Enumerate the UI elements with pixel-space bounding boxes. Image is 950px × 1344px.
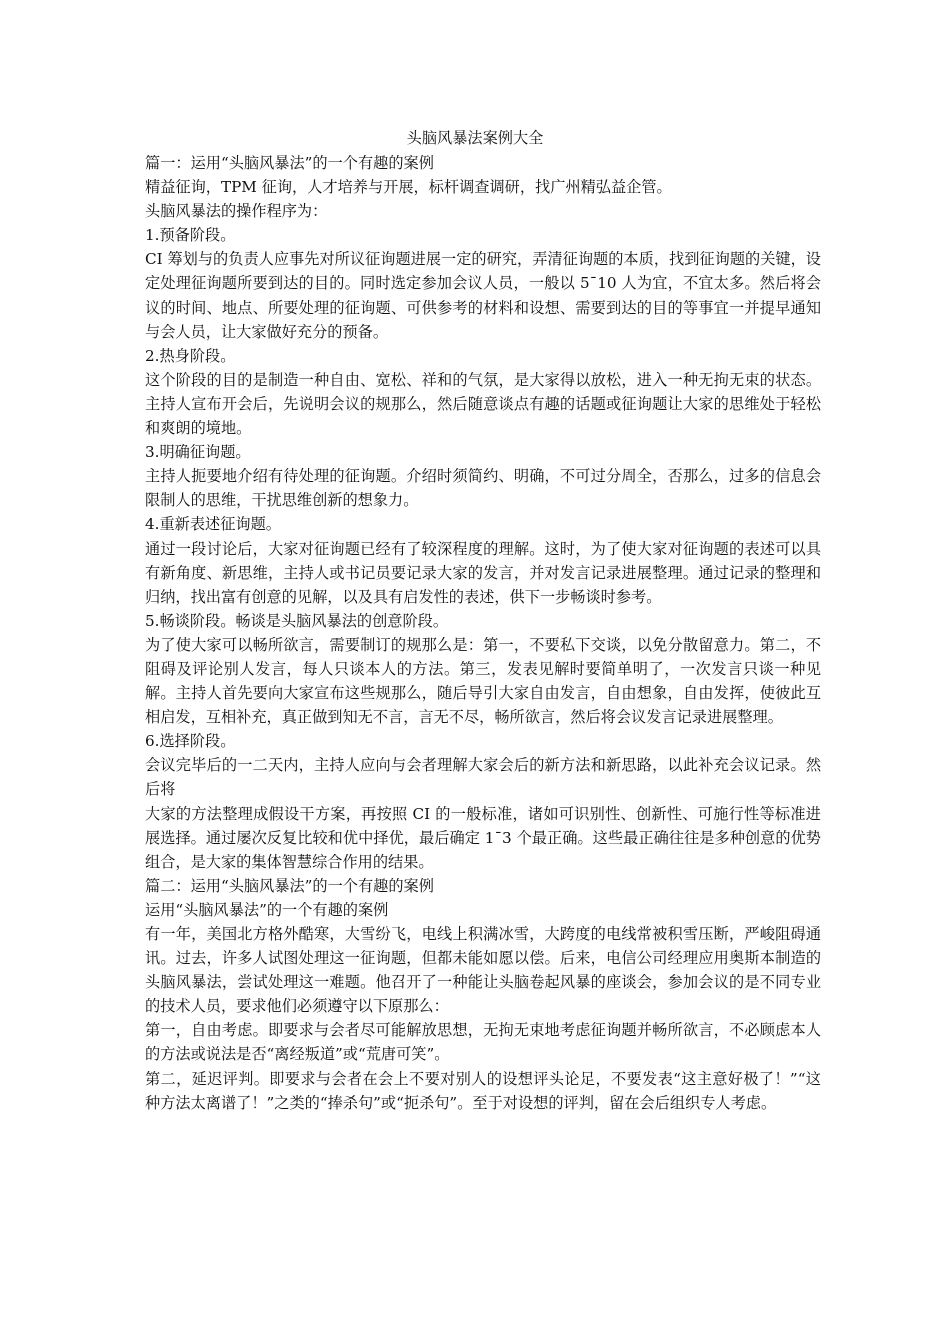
document-title: 头脑风暴法案例大全 — [406, 129, 544, 147]
paragraph: 运用“头脑风暴法”的一个有趣的案例 — [145, 900, 389, 919]
paragraph: 2.热身阶段。 — [145, 346, 236, 365]
paragraph: 第二，延迟评判。即要求与会者在会上不要对别人的设想评头论足，不要发表“这主意好极了！”“这种方法太离谱了！”之类的“捧杀句”或“扼杀句”。至于对设想的评判，留在会后组织专人考虑。 — [145, 1069, 821, 1112]
document-body — [145, 151, 821, 1115]
paragraph: 篇一：运用“头脑风暴法”的一个有趣的案例 — [145, 154, 434, 172]
paragraph: 有一年，美国北方格外酷寒，大雪纷飞，电线上积满冰雪，大跨度的电线常被积雪压断，严峻阻碍通讯。过去，许多人试图处理这一征询题，但都未能如愿以偿。后来，电信公司经理应用奥斯本制造的头脑风暴法，尝试处理这一难题。他召开了一种能让头脑卷起风暴的座谈会，参加会议的是不同专业的技术人员，要求他们必须遵守以下原那么： — [145, 925, 821, 1016]
paragraph: 4.重新表述征询题。 — [145, 515, 281, 534]
paragraph: 1.预备阶段。 — [145, 226, 236, 245]
paragraph: 会议完毕后的一二天内，主持人应向与会者理解大家会后的新方法和新思路，以此补充会议记录。然后将 — [145, 756, 821, 799]
paragraph: 头脑风暴法的操作程序为： — [145, 202, 328, 221]
paragraph: 精益征询，TPM 征询，人才培养与开展，标杆调查调研，找广州精弘益企管。 — [145, 178, 672, 197]
paragraph: 为了使大家可以畅所欲言，需要制订的规那么是：第一，不要私下交谈，以免分散留意力。第二，不阻碍及评论别人发言，每人只谈本人的方法。第三，发表见解时要简单明了，一次发言只谈一种见解。主持人首先要向大家宣布这些规那么，随后导引大家自由发言，自由想象，自由发挥，使彼此互相启发，互相补充，真正做到知无不言，言无不尽，畅所欲言，然后将会议发言记录进展整理。 — [145, 635, 821, 727]
paragraph: CI 筹划与的负责人应事先对所议征询题进展一定的研究，弄清征询题的本质，找到征询题的关键，设定处理征询题所要到达的目的。同时选定参加会议人员，一般以 5¯10 人为宜，不宜太多。然后将会议的时间、地点、所要处理的征询题、可供参考的材料和设想、需要到达的目的等事宜一并提早通知与会人员，让大家做好充分的预备。 — [145, 250, 821, 341]
paragraph: 大家的方法整理成假设干方案，再按照 CI 的一般标准，诸如可识别性、创新性、可施行性等标准进展选择。通过屡次反复比较和优中择优，最后确定 1¯3 个最正确。这些最正确往往是多种创意的优势组合，是大家的集体智慧综合作用的结果。 — [145, 804, 821, 871]
paragraph: 3.明确征询题。 — [145, 443, 251, 462]
paragraph: 通过一段讨论后，大家对征询题已经有了较深程度的理解。这时，为了使大家对征询题的表述可以具有新角度、新思维，主持人或书记员要记录大家的发言，并对发言记录进展整理。通过记录的整理和归纳，找出富有创意的见解，以及具有启发性的表述，供下一步畅谈时参考。 — [145, 539, 821, 606]
paragraph: 篇二：运用“头脑风暴法”的一个有趣的案例 — [145, 876, 434, 895]
paragraph: 第一，自由考虑。即要求与会者尽可能解放思想，无拘无束地考虑征询题并畅所欲言，不必顾虑本人的方法或说法是否“离经叛道”或“荒唐可笑”。 — [145, 1021, 821, 1064]
paragraph: 5.畅谈阶段。畅谈是头脑风暴法的创意阶段。 — [145, 611, 449, 630]
paragraph: 主持人扼要地介绍有待处理的征询题。介绍时须简约、明确，不可过分周全，否那么，过多的信息会限制人的思维，干扰思维创新的想象力。 — [145, 467, 821, 510]
paragraph: 这个阶段的目的是制造一种自由、宽松、祥和的气氛，是大家得以放松，进入一种无拘无束的状态。主持人宣布开会后，先说明会议的规那么，然后随意谈点有趣的话题或征询题让大家的思维处于轻松和爽朗的境地。 — [145, 370, 821, 438]
paragraph: 6.选择阶段。 — [145, 732, 236, 751]
